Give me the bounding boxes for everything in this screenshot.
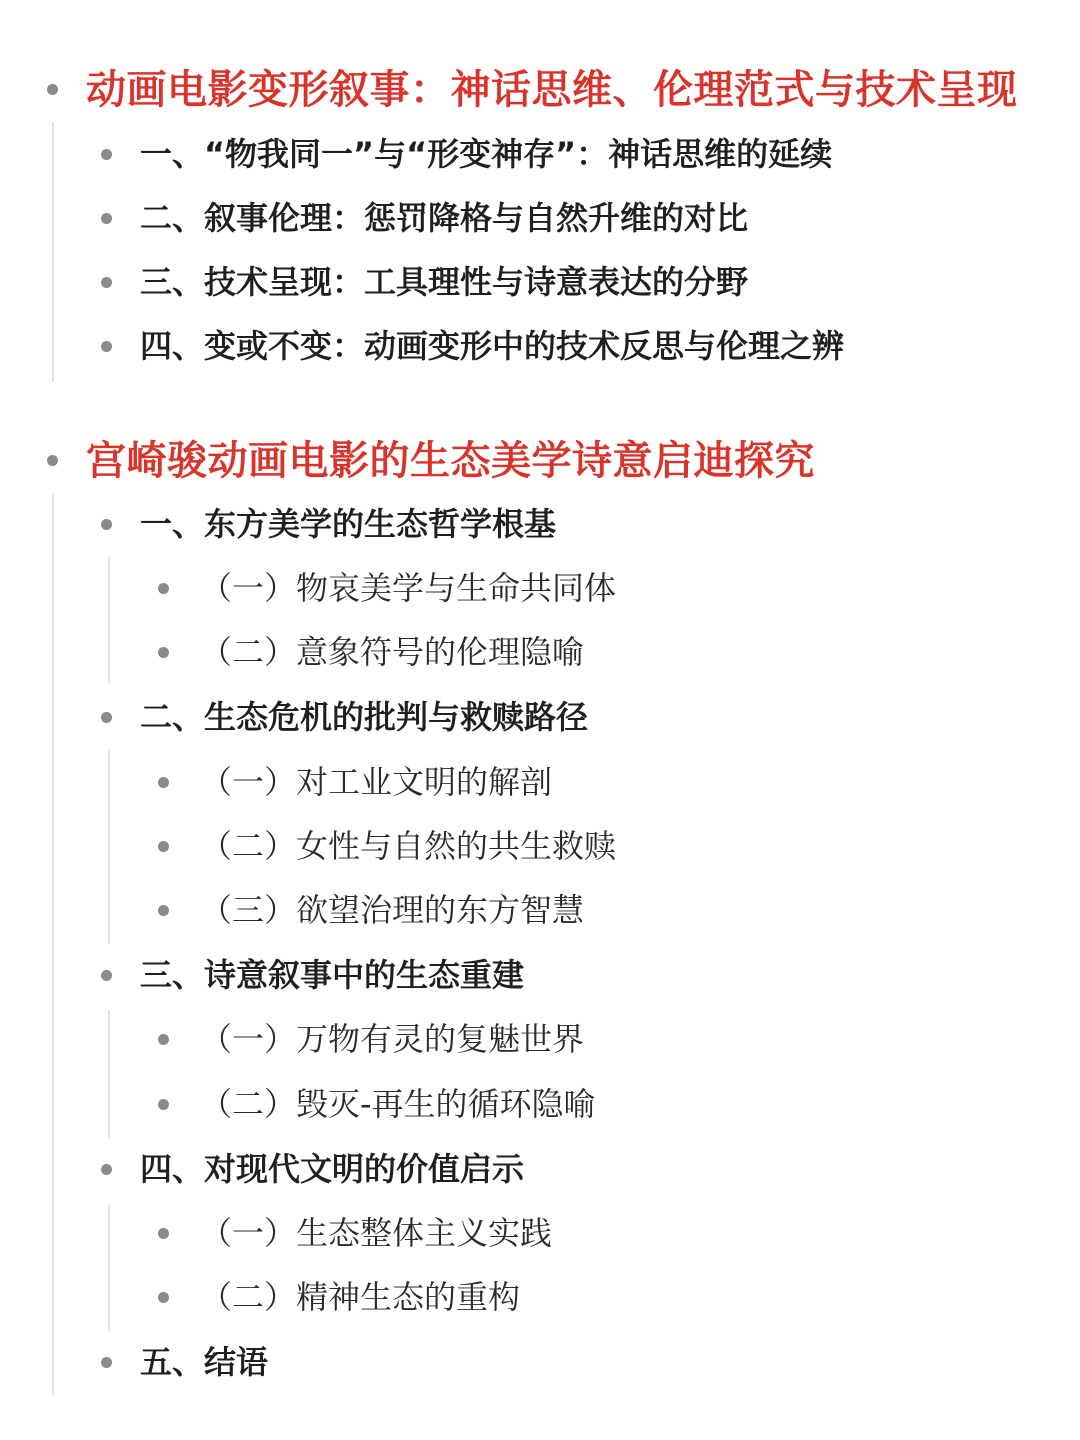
item-bullet: [101, 1357, 112, 1368]
outline-sub-item[interactable]: （一）生态整体主义实践: [200, 1214, 553, 1252]
outline-item[interactable]: 一、“物我同一”与“形变神存”：神话思维的延续: [140, 135, 833, 173]
outline-sub-item[interactable]: （二）意象符号的伦理隐喻: [200, 633, 585, 671]
outline-sub-item[interactable]: （二）女性与自然的共生救赎: [200, 827, 617, 865]
indent-guide: [108, 1010, 110, 1138]
item-bullet: [101, 1164, 112, 1175]
outline-item[interactable]: 四、变或不变：动画变形中的技术反思与伦理之辨: [140, 327, 845, 365]
sub-item-bullet: [158, 1228, 169, 1239]
outline-item[interactable]: 二、生态危机的批判与救赎路径: [140, 698, 589, 736]
indent-guide: [108, 750, 110, 944]
sub-item-bullet: [158, 905, 169, 916]
indent-guide: [108, 556, 110, 684]
section-bullet: [47, 455, 58, 466]
sub-item-bullet: [158, 777, 169, 788]
item-bullet: [101, 712, 112, 723]
outline-item[interactable]: 三、诗意叙事中的生态重建: [140, 956, 525, 994]
item-bullet: [101, 213, 112, 224]
indent-guide: [52, 494, 54, 1396]
outline-item[interactable]: 一、东方美学的生态哲学根基: [140, 505, 557, 543]
outline-item[interactable]: 五、结语: [140, 1343, 269, 1381]
sub-item-bullet: [158, 841, 169, 852]
sub-item-bullet: [158, 1034, 169, 1045]
indent-guide: [108, 1204, 110, 1332]
section-title[interactable]: 动画电影变形叙事：神话思维、伦理范式与技术呈现: [86, 67, 1018, 113]
outline-sub-item[interactable]: （一）万物有灵的复魅世界: [200, 1020, 585, 1058]
sub-item-bullet: [158, 1099, 169, 1110]
outline-sub-item[interactable]: （一）物哀美学与生命共同体: [200, 569, 617, 607]
item-bullet: [101, 341, 112, 352]
outline-item[interactable]: 三、技术呈现：工具理性与诗意表达的分野: [140, 263, 749, 301]
item-bullet: [101, 519, 112, 530]
sub-item-bullet: [158, 647, 169, 658]
item-bullet: [101, 277, 112, 288]
outline-sub-item[interactable]: （二）精神生态的重构: [200, 1278, 521, 1316]
outline-item[interactable]: 二、叙事伦理：惩罚降格与自然升维的对比: [140, 199, 749, 237]
outline-item[interactable]: 四、对现代文明的价值启示: [140, 1150, 525, 1188]
sub-item-bullet: [158, 583, 169, 594]
outline-sub-item[interactable]: （三）欲望治理的东方智慧: [200, 891, 585, 929]
outline-sub-item[interactable]: （一）对工业文明的解剖: [200, 763, 553, 801]
indent-guide: [52, 122, 54, 382]
sub-item-bullet: [158, 1292, 169, 1303]
item-bullet: [101, 970, 112, 981]
section-bullet: [47, 84, 58, 95]
outline-sub-item[interactable]: （二）毁灭-再生的循环隐喻: [200, 1085, 596, 1123]
item-bullet: [101, 149, 112, 160]
section-title[interactable]: 宫崎骏动画电影的生态美学诗意启迪探究: [86, 438, 815, 484]
